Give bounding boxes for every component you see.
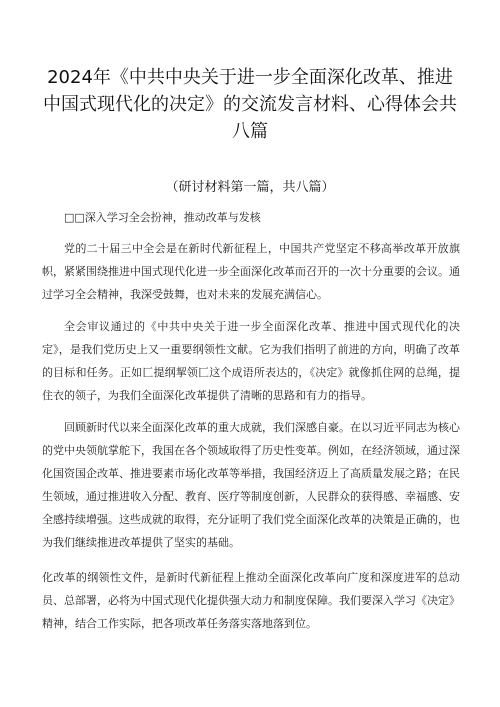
paragraph: 化改革的纲领性文件，是新时代新征程上推动全面深化改革向广度和深度进军的总动员、总部署，必将为中国式现代化提供强大动力和制度保障。我们要深入学习《决定》精神，结合工作实际，把各项改革任务落实落地落到位。 — [42, 571, 460, 630]
document-subtitle: （研讨材料第一篇，共八篇） — [165, 180, 335, 195]
document-title: 2024年《中共中央关于进一步全面深化改革、推进中国式现代化的决定》的交流发言材料、心得体会共八篇 — [43, 67, 457, 142]
section-heading: □□深入学习全会扮神，推动改革与发核 — [64, 211, 261, 224]
paragraph: 回顾新时代以来全面深化改革的重大成就，我们深感自豪。在以习近平同志为核心的党中央领航掌舵下，我国在各个领域取得了历史性变革。例如，在经济领域，通过深化国资国企改革、推进要素市场化改革等举措，我国经济迈上了高质量发展之路；在民生领域，通过推进收入分配、教育、医疗等制度创新，人民群众的获得感、幸福感、安全感持续增强。这些成就的取得，充分证明了我们党全面深化改革的决策是正确的，也为我们继续推进改革提供了坚实的基础。 — [42, 421, 460, 549]
paragraph: 党的二十届三中全会是在新时代新征程上，中国共产党坚定不移高举改革开放旗帜，紧紧围绕推进中国式现代化进一步全面深化改革而召开的一次十分重要的会议。通过学习全会精神，我深受鼓舞，也对未来的发展充满信心。 — [42, 242, 460, 301]
paragraph: 全会审议通过的《中共中央关于进一步全面深化改革、推进中国式现代化的决定》，是我们党历史上又一重要纲领性文献。它为我们指明了前进的方向，明确了改革的目标和任务。正如匚提纲挈领匚这个成语所表达的，《决定》就像抓住网的总绳，提住衣的领子，为我们全面深化改革提供了清晰的思路和有力的指导。 — [42, 320, 460, 402]
